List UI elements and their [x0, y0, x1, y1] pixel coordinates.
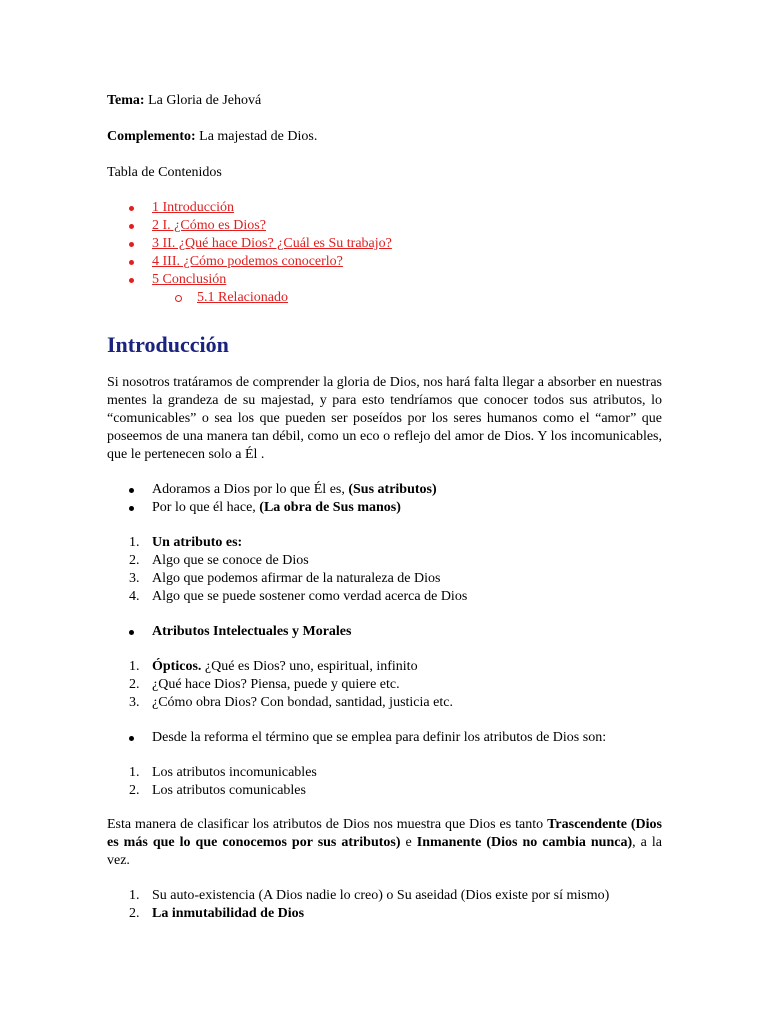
list-item-text: Desde la reforma el término que se emplea para definir los atributos de Dios son:: [152, 730, 607, 745]
paragraph-text: Esta manera de clasificar los atributos de Dios nos muestra que Dios es tanto: [107, 817, 548, 832]
list-item-text: Los atributos incomunicables: [152, 765, 317, 780]
complemento-label: Complemento:: [107, 129, 196, 144]
list-item-text: Algo que se puede sostener como verdad acerca de Dios: [152, 589, 468, 604]
list-item-bold: La inmutabilidad de Dios: [152, 906, 305, 921]
toc-link-que-hace-dios[interactable]: 3 II. ¿Qué hace Dios? ¿Cuál es Su trabajo?: [152, 236, 392, 251]
list-item: [107, 676, 662, 694]
list-item: [107, 588, 662, 606]
list-item-text: Por lo que él hace,: [152, 500, 260, 515]
list-item: [107, 764, 662, 782]
bullet-list-adoracion: [107, 481, 662, 517]
toc-link-introduccion[interactable]: 1 Introducción: [152, 200, 235, 215]
bullet-list-reforma: [107, 729, 662, 747]
list-item: [107, 658, 662, 676]
list-number: 1.: [129, 888, 140, 903]
toc-item: [107, 253, 662, 271]
list-number: 2.: [129, 553, 140, 568]
list-number: 2.: [129, 677, 140, 692]
tema-line: [107, 92, 662, 110]
tema-label: Tema:: [107, 93, 145, 108]
paragraph-bold: Trascendente (Dios es más que lo que conocemos por sus atributos): [107, 817, 663, 850]
bullet-icon: [129, 736, 134, 741]
toc-link-relacionado[interactable]: 5.1 Relacionado: [197, 290, 288, 305]
document-content: [107, 92, 662, 923]
list-item-text: ¿Qué hace Dios? Piensa, puede y quiere etc.: [152, 677, 400, 692]
bullet-icon: [129, 630, 134, 635]
list-item-text: ¿Qué es Dios? uno, espiritual, infinito: [201, 659, 418, 674]
circle-bullet-icon: [175, 295, 182, 302]
list-item: [107, 729, 662, 747]
list-item-bold: (La obra de Sus manos): [259, 500, 401, 515]
list-number: 1.: [129, 659, 140, 674]
list-item: [107, 905, 662, 923]
list-item-bold: (Sus atributos): [348, 482, 437, 497]
numbered-list-atributo: [107, 534, 662, 606]
tema-value: La Gloria de Jehová: [148, 93, 262, 108]
numbered-list-comunicables: [107, 764, 662, 800]
bullet-icon: [129, 488, 134, 493]
bullet-icon: [129, 242, 134, 247]
bullet-icon: [129, 260, 134, 265]
toc-link-como-es-dios[interactable]: 2 I. ¿Cómo es Dios?: [152, 218, 266, 233]
list-item-text: Algo que podemos afirmar de la naturaleza de Dios: [152, 571, 441, 586]
list-number: 2.: [129, 906, 140, 921]
list-item: [107, 782, 662, 800]
list-item-bold: Un atributo es:: [152, 535, 243, 550]
list-item: [107, 694, 662, 712]
list-item-text: Su auto-existencia (A Dios nadie lo creo) o Su aseidad (Dios existe por sí mismo): [152, 888, 610, 903]
list-item-text: Los atributos comunicables: [152, 783, 306, 798]
list-item-bold: Ópticos.: [152, 659, 202, 674]
table-of-contents: [107, 199, 662, 307]
numbered-list-opticos: [107, 658, 662, 712]
list-item: [107, 481, 662, 499]
list-number: 1.: [129, 535, 140, 550]
bullet-list-atributos: [107, 623, 662, 641]
toc-item: [107, 217, 662, 235]
toc-item: [107, 271, 662, 289]
list-item: [107, 570, 662, 588]
list-number: 1.: [129, 765, 140, 780]
list-item-text: Algo que se conoce de Dios: [152, 553, 309, 568]
bullet-icon: [129, 506, 134, 511]
bullet-icon: [129, 278, 134, 283]
toc-link-conclusion[interactable]: 5 Conclusión: [152, 272, 227, 287]
list-number: 3.: [129, 695, 140, 710]
list-number: 4.: [129, 589, 140, 604]
complemento-value: La majestad de Dios.: [199, 129, 318, 144]
list-number: 2.: [129, 783, 140, 798]
list-number: 3.: [129, 571, 140, 586]
toc-item: [107, 235, 662, 253]
paragraph-text: e: [400, 835, 417, 850]
complemento-line: [107, 128, 662, 146]
toc-subitem: [107, 289, 662, 307]
list-item: [107, 552, 662, 570]
bullet-icon: [129, 206, 134, 211]
list-item: [107, 623, 662, 641]
toc-title: Tabla de Contenidos: [107, 165, 222, 180]
list-item: [107, 534, 662, 552]
list-item-text: ¿Cómo obra Dios? Con bondad, santidad, justicia etc.: [152, 695, 453, 710]
classification-paragraph: [107, 816, 662, 870]
list-item: [107, 887, 662, 905]
paragraph-bold: Inmanente (Dios no cambia nunca): [416, 835, 633, 850]
list-item-bold: Atributos Intelectuales y Morales: [152, 624, 352, 639]
section-heading-introduccion: Introducción: [107, 332, 229, 357]
toc-item: [107, 199, 662, 217]
list-item: [107, 499, 662, 517]
paragraph-text: , a la vez.: [107, 835, 662, 868]
numbered-list-aseidad: [107, 887, 662, 923]
bullet-icon: [129, 224, 134, 229]
list-item-text: Adoramos a Dios por lo que Él es,: [152, 482, 349, 497]
toc-link-como-conocerlo[interactable]: 4 III. ¿Cómo podemos conocerlo?: [152, 254, 343, 269]
intro-paragraph: Si nosotros tratáramos de comprender la gloria de Dios, nos hará falta llegar a absorber en nuestras mentes la grandeza de su majestad, y para esto tendríamos que conocer todos sus atributos, lo “comunicables” o sea los que pueden ser poseídos por los seres humanos como el “amor” que poseemos de una manera tan débil, como un eco o reflejo del amor de Dios. Y los incomunicables, que le pertenecen solo a Él .: [107, 375, 662, 462]
